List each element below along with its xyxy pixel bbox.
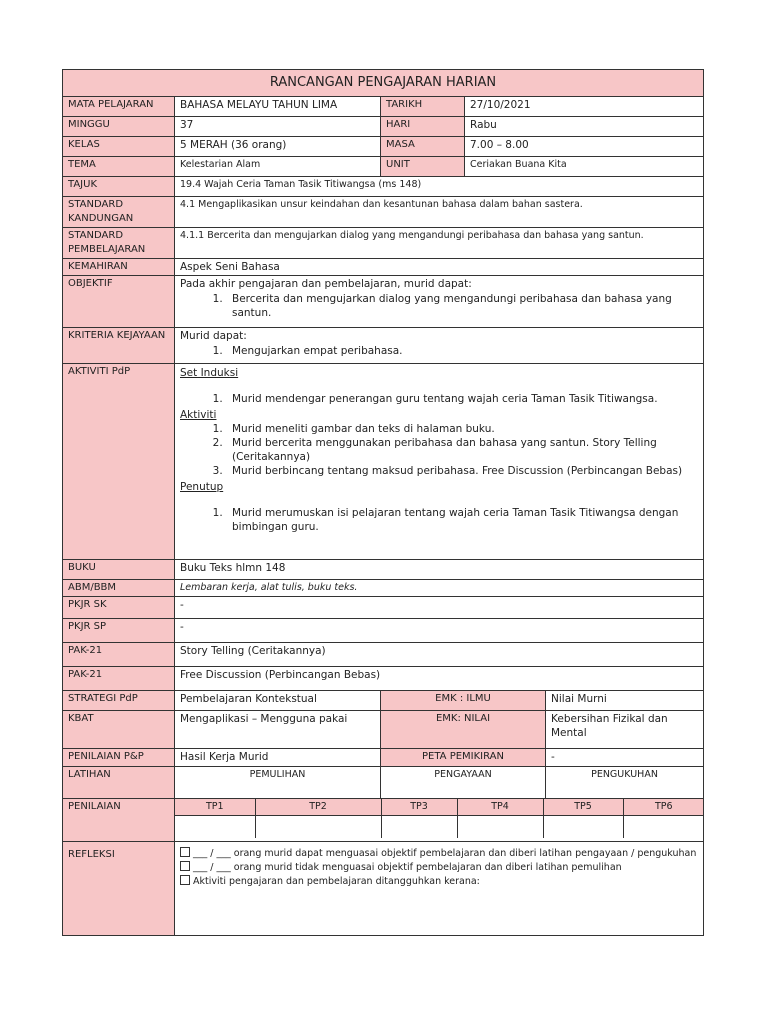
tp-cell[interactable] bbox=[623, 816, 704, 838]
pak21-value: Free Discussion (Perbincangan Bebas) bbox=[175, 667, 704, 691]
set-induksi-heading: Set Induksi bbox=[180, 367, 239, 379]
tp-header: TP1 bbox=[175, 799, 255, 816]
aktiviti-item-tag: Story Telling (Ceritakannya) bbox=[232, 437, 657, 463]
tp-cell[interactable] bbox=[381, 816, 457, 838]
refleksi-text: Aktiviti pengajaran dan pembelajaran ditangguhkan kerana: bbox=[193, 876, 480, 887]
checkbox-icon[interactable] bbox=[180, 847, 190, 857]
tp-header: TP2 bbox=[255, 799, 381, 816]
mata-pelajaran-value: BAHASA MELAYU TAHUN LIMA bbox=[175, 97, 381, 117]
tp-header: TP6 bbox=[623, 799, 704, 816]
tema-label: TEMA bbox=[63, 157, 175, 177]
emk-ilmu-value: Nilai Murni bbox=[546, 691, 704, 711]
penilaian-pdp-value: Hasil Kerja Murid bbox=[175, 749, 381, 767]
refleksi-label: REFLEKSI bbox=[63, 842, 175, 936]
aktiviti-cell bbox=[175, 364, 704, 560]
aktiviti-heading: Aktiviti bbox=[180, 409, 217, 421]
emk-nilai-label: EMK: NILAI bbox=[381, 711, 546, 749]
standard-pembelajaran-label: STANDARD PEMBELAJARAN bbox=[63, 228, 175, 259]
objektif-label: OBJEKTIF bbox=[63, 276, 175, 328]
tp-header: TP4 bbox=[457, 799, 543, 816]
refleksi-text: ___ / ___ orang murid tidak menguasai objektif pembelajaran dan diberi latihan pemulihan bbox=[193, 862, 622, 873]
aktiviti-item-text: Murid berbincang tentang maksud peribahasa. bbox=[232, 465, 482, 477]
refleksi-cell bbox=[175, 842, 704, 936]
objektif-cell bbox=[175, 276, 704, 328]
tp-header: TP5 bbox=[543, 799, 623, 816]
kbat-value: Mengaplikasi – Mengguna pakai bbox=[175, 711, 381, 749]
standard-pembelajaran-value: 4.1.1 Bercerita dan mengujarkan dialog yang mengandungi peribahasa dan bahasa yang santun. bbox=[175, 228, 704, 259]
refleksi-line bbox=[180, 847, 698, 861]
emk-ilmu-label: EMK : ILMU bbox=[381, 691, 546, 711]
standard-kandungan-label: STANDARD KANDUNGAN bbox=[63, 197, 175, 228]
minggu-label: MINGGU bbox=[63, 117, 175, 137]
aktiviti-item-tag: Free Discussion (Perbincangan Bebas) bbox=[481, 465, 683, 477]
pkjr-sp-label: PKJR SP bbox=[63, 619, 175, 643]
kelas-value: 5 MERAH (36 orang) bbox=[175, 137, 381, 157]
tarikh-label: TARIKH bbox=[381, 97, 465, 117]
masa-label: MASA bbox=[381, 137, 465, 157]
penutup-heading: Penutup bbox=[180, 481, 224, 493]
kriteria-intro: Murid dapat: bbox=[180, 330, 247, 342]
hari-label: HARI bbox=[381, 117, 465, 137]
tp-cell[interactable] bbox=[255, 816, 381, 838]
latihan-col: PEMULIHAN bbox=[175, 767, 381, 799]
unit-label: UNIT bbox=[381, 157, 465, 177]
tajuk-value: 19.4 Wajah Ceria Taman Tasik Titiwangsa (ms 148) bbox=[175, 177, 704, 197]
latihan-col: PENGUKUHAN bbox=[546, 767, 704, 799]
penilaian-pdp-label: PENILAIAN P&P bbox=[63, 749, 175, 767]
aktiviti-item bbox=[226, 436, 698, 464]
pak21-label: PAK-21 bbox=[63, 643, 175, 667]
latihan-label: LATIHAN bbox=[63, 767, 175, 799]
emk-nilai-value: Kebersihan Fizikal dan Mental bbox=[546, 711, 704, 749]
tp-cell[interactable] bbox=[543, 816, 623, 838]
aktiviti-label: AKTIVITI PdP bbox=[63, 364, 175, 560]
objektif-intro: Pada akhir pengajaran dan pembelajaran, murid dapat: bbox=[180, 278, 472, 290]
mata-pelajaran-label: MATA PELAJARAN bbox=[63, 97, 175, 117]
peta-pemikiran-label: PETA PEMIKIRAN bbox=[381, 749, 546, 767]
penilaian-label: PENILAIAN bbox=[63, 799, 175, 842]
abm-label: ABM/BBM bbox=[63, 580, 175, 597]
tp-cell[interactable] bbox=[457, 816, 543, 838]
masa-value: 7.00 – 8.00 bbox=[465, 137, 704, 157]
strategi-label: STRATEGI PdP bbox=[63, 691, 175, 711]
refleksi-line bbox=[180, 875, 698, 889]
buku-value: Buku Teks hlmn 148 bbox=[175, 560, 704, 580]
tp-cell[interactable] bbox=[175, 816, 255, 838]
tajuk-label: TAJUK bbox=[63, 177, 175, 197]
checkbox-icon[interactable] bbox=[180, 861, 190, 871]
penutup-item: 1. Murid merumuskan isi pelajaran tentang wajah ceria Taman Tasik Titiwangsa dengan bimbingan guru. bbox=[226, 506, 698, 534]
refleksi-text: ___ / ___ orang murid dapat menguasai objektif pembelajaran dan diberi latihan pengayaan / pengukuhan bbox=[193, 848, 697, 859]
minggu-value: 37 bbox=[175, 117, 381, 137]
checkbox-icon[interactable] bbox=[180, 875, 190, 885]
set-induksi-item: 1. Murid mendengar penerangan guru tentang wajah ceria Taman Tasik Titiwangsa. bbox=[226, 392, 698, 406]
aktiviti-item-text: Murid meneliti gambar dan teks di halaman buku. bbox=[232, 423, 495, 435]
latihan-col: PENGAYAAN bbox=[381, 767, 546, 799]
tema-value: Kelestarian Alam bbox=[175, 157, 381, 177]
pak21-label: PAK-21 bbox=[63, 667, 175, 691]
kemahiran-value: Aspek Seni Bahasa bbox=[175, 259, 704, 276]
tarikh-value: 27/10/2021 bbox=[465, 97, 704, 117]
refleksi-line bbox=[180, 861, 698, 875]
strategi-value: Pembelajaran Kontekstual bbox=[175, 691, 381, 711]
kriteria-cell bbox=[175, 328, 704, 364]
abm-value: Lembaran kerja, alat tulis, buku teks. bbox=[175, 580, 704, 597]
kelas-label: KELAS bbox=[63, 137, 175, 157]
pkjr-sp-value: - bbox=[175, 619, 704, 643]
hari-value: Rabu bbox=[465, 117, 704, 137]
aktiviti-item bbox=[226, 422, 698, 436]
pkjr-sk-value: - bbox=[175, 597, 704, 619]
pkjr-sk-label: PKJR SK bbox=[63, 597, 175, 619]
aktiviti-item bbox=[226, 464, 698, 478]
kemahiran-label: KEMAHIRAN bbox=[63, 259, 175, 276]
standard-kandungan-value: 4.1 Mengaplikasikan unsur keindahan dan kesantunan bahasa dalam bahan sastera. bbox=[175, 197, 704, 228]
pak21-value: Story Telling (Ceritakannya) bbox=[175, 643, 704, 667]
aktiviti-item-text: Murid bercerita menggunakan peribahasa dan bahasa yang santun. bbox=[232, 437, 593, 449]
rph-table bbox=[62, 69, 704, 936]
kriteria-label: KRITERIA KEJAYAAN bbox=[63, 328, 175, 364]
unit-value: Ceriakan Buana Kita bbox=[465, 157, 704, 177]
peta-pemikiran-value: - bbox=[546, 749, 704, 767]
kriteria-item: 1. Mengujarkan empat peribahasa. bbox=[226, 344, 698, 358]
buku-label: BUKU bbox=[63, 560, 175, 580]
tp-header: TP3 bbox=[381, 799, 457, 816]
objektif-item: 1. Bercerita dan mengujarkan dialog yang mengandungi peribahasa dan bahasa yang santun. bbox=[226, 292, 698, 320]
penilaian-grid bbox=[175, 799, 704, 842]
page-title: RANCANGAN PENGAJARAN HARIAN bbox=[63, 70, 704, 97]
kbat-label: KBAT bbox=[63, 711, 175, 749]
